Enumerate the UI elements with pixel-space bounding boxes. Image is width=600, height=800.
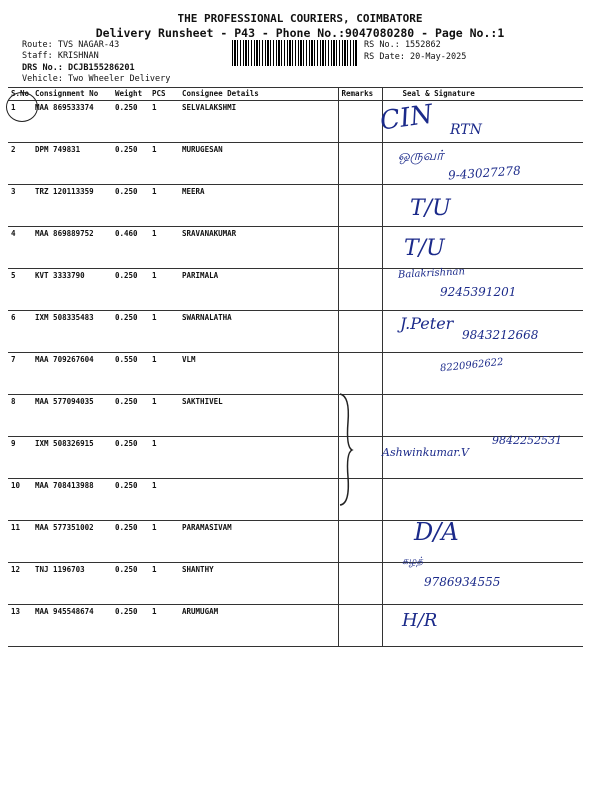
consignee-cell: PARAMASIVAM	[179, 521, 338, 563]
signature-cell	[382, 395, 583, 437]
pcs-cell: 1	[149, 479, 179, 521]
signature-cell	[382, 479, 583, 521]
consignee-cell: SWARNALATHA	[179, 311, 338, 353]
weight-cell: 0.250	[112, 269, 149, 311]
signature-r5a: Balakrishnan	[397, 266, 466, 281]
remarks-cell	[338, 101, 382, 143]
col-sno: S.No	[8, 88, 32, 101]
pcs-cell: 1	[149, 563, 179, 605]
weight-cell: 0.250	[112, 563, 149, 605]
col-consignment: Consignment No	[32, 88, 112, 101]
weight-cell: 0.250	[112, 521, 149, 563]
consignment-cell: TRZ 120113359	[32, 185, 112, 227]
table-row	[8, 605, 583, 647]
pcs-cell: 1	[149, 395, 179, 437]
remarks-cell	[338, 605, 382, 647]
table-row	[8, 395, 583, 437]
sno-cell: 7	[8, 353, 32, 395]
remarks-cell	[338, 563, 382, 605]
sno-cell: 9	[8, 437, 32, 479]
sno-cell: 3	[8, 185, 32, 227]
signature-r11: D/A	[414, 518, 459, 546]
col-signature: Seal & Signature	[382, 88, 583, 101]
staff-label: Staff: KRISHNAN	[22, 51, 99, 61]
company-title: THE PROFESSIONAL COURIERS, COIMBATORE	[177, 12, 423, 25]
consignment-cell: MAA 869533374	[32, 101, 112, 143]
signature-r6a: J.Peter	[400, 314, 454, 333]
consignee-cell: VLM	[179, 353, 338, 395]
signature-r4: T/U	[404, 236, 445, 261]
remarks-cell	[338, 227, 382, 269]
sno-cell: 10	[8, 479, 32, 521]
weight-cell: 0.250	[112, 185, 149, 227]
remarks-cell	[338, 269, 382, 311]
pcs-cell: 1	[149, 605, 179, 647]
consignment-cell: DPM 749831	[32, 143, 112, 185]
consignment-cell: TNJ 1196703	[32, 563, 112, 605]
weight-cell: 0.460	[112, 227, 149, 269]
consignment-cell: MAA 708413988	[32, 479, 112, 521]
consignment-cell: MAA 577094035	[32, 395, 112, 437]
consignment-cell: MAA 577351002	[32, 521, 112, 563]
consignee-cell: PARIMALA	[179, 269, 338, 311]
signature-r5b: 9245391201	[440, 285, 517, 299]
consignee-cell: ARUMUGAM	[179, 605, 338, 647]
sno-cell: 2	[8, 143, 32, 185]
weight-cell: 0.250	[112, 311, 149, 353]
consignment-cell: MAA 945548674	[32, 605, 112, 647]
rs-number: RS No.: 1552862	[364, 40, 441, 50]
pcs-cell: 1	[149, 227, 179, 269]
table-row	[8, 521, 583, 563]
signature-r12b: 9786934555	[424, 575, 501, 589]
remarks-cell	[338, 143, 382, 185]
weight-cell: 0.250	[112, 143, 149, 185]
signature-r13: H/R	[402, 610, 438, 631]
remarks-cell	[338, 185, 382, 227]
consignment-cell: MAA 709267604	[32, 353, 112, 395]
weight-cell: 0.250	[112, 395, 149, 437]
weight-cell: 0.250	[112, 437, 149, 479]
pcs-cell: 1	[149, 311, 179, 353]
consignee-cell	[179, 437, 338, 479]
table-row	[8, 101, 583, 143]
signature-r1b: RTN	[450, 122, 482, 138]
signature-r2b: 9-43027278	[447, 163, 522, 183]
consignment-cell: KVT 3333790	[32, 269, 112, 311]
pcs-cell: 1	[149, 185, 179, 227]
consignee-cell: MEERA	[179, 185, 338, 227]
sno-cell: 13	[8, 605, 32, 647]
sno-cell: 8	[8, 395, 32, 437]
pcs-cell: 1	[149, 143, 179, 185]
col-consignee: Consignee Details	[179, 88, 338, 101]
consignee-cell: MURUGESAN	[179, 143, 338, 185]
signature-r12a: கழத்	[402, 556, 423, 567]
weight-cell: 0.250	[112, 101, 149, 143]
sno-cell: 11	[8, 521, 32, 563]
runsheet-title: Delivery Runsheet - P43 - Phone No.:9047080280 - Page No.:1	[95, 26, 505, 40]
signature-r3: T/U	[410, 196, 451, 221]
remarks-cell	[338, 311, 382, 353]
brace-mark	[336, 392, 354, 507]
sno-circle-mark	[6, 92, 38, 122]
route-label: Route: TVS NAGAR-43	[22, 40, 120, 50]
remarks-cell	[338, 521, 382, 563]
signature-r9b: 9842252531	[492, 434, 562, 447]
weight-cell: 0.250	[112, 479, 149, 521]
signature-r2a: ஒருவர்	[398, 148, 444, 164]
pcs-cell: 1	[149, 101, 179, 143]
consignee-cell: SHANTHY	[179, 563, 338, 605]
signature-r1a: CIN	[378, 99, 435, 137]
consignee-cell: SAKTHIVEL	[179, 395, 338, 437]
pcs-cell: 1	[149, 437, 179, 479]
sno-cell: 12	[8, 563, 32, 605]
pcs-cell: 1	[149, 353, 179, 395]
vehicle-label: Vehicle: Two Wheeler Delivery	[22, 74, 171, 84]
sno-cell: 1	[8, 101, 32, 143]
consignment-cell: IXM 508326915	[32, 437, 112, 479]
table-header	[8, 88, 583, 101]
table-row	[8, 185, 583, 227]
rs-date: RS Date: 20-May-2025	[364, 52, 467, 62]
consignee-cell: SELVALAKSHMI	[179, 101, 338, 143]
col-weight: Weight	[112, 88, 149, 101]
consignee-cell: SRAVANAKUMAR	[179, 227, 338, 269]
drs-label: DRS No.: DCJB155286201	[22, 63, 135, 73]
table-row	[8, 227, 583, 269]
col-remarks: Remarks	[338, 88, 382, 101]
weight-cell: 0.550	[112, 353, 149, 395]
pcs-cell: 1	[149, 269, 179, 311]
signature-r6b: 9843212668	[462, 328, 539, 342]
table-row	[8, 479, 583, 521]
pcs-cell: 1	[149, 521, 179, 563]
weight-cell: 0.250	[112, 605, 149, 647]
sno-cell: 6	[8, 311, 32, 353]
barcode	[232, 40, 357, 66]
consignment-cell: MAA 869889752	[32, 227, 112, 269]
consignee-cell	[179, 479, 338, 521]
signature-r7: 8220962622	[439, 356, 505, 375]
sno-cell: 4	[8, 227, 32, 269]
consignment-cell: IXM 508335483	[32, 311, 112, 353]
signature-r9a: Ashwinkumar.V	[382, 446, 469, 459]
col-pcs: PCS	[149, 88, 179, 101]
sno-cell: 5	[8, 269, 32, 311]
remarks-cell	[338, 353, 382, 395]
